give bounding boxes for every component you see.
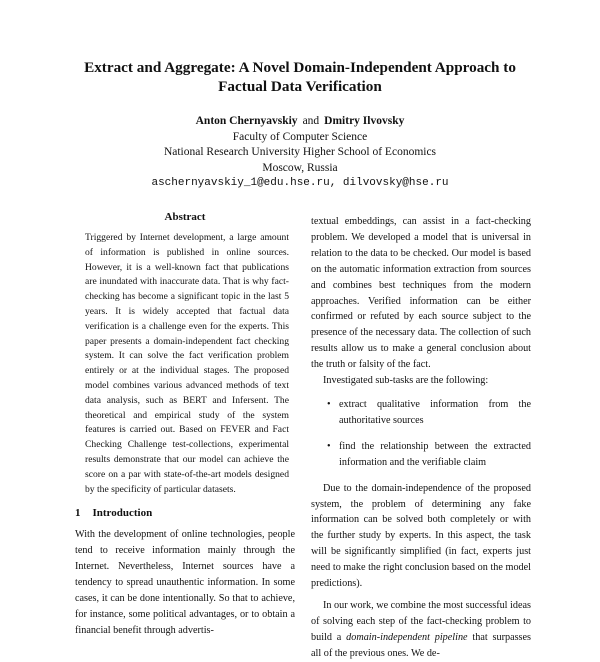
author-2: Dmitry Ilvovsky xyxy=(324,115,405,127)
author-conjunction: and xyxy=(302,115,320,127)
right-paragraph-4 xyxy=(311,598,531,662)
para4-end: that surpasses all of the previous ones. We de- xyxy=(311,631,532,659)
abstract-body: Triggered by Internet development, a large amount of information is published in online sources. However, it is a well-known fact that publications are inundated with inaccurate data. That is why fact-checking has become a significant topic in the last 5 years. It is widely accepted that factual data verification is a challenge even for the experts. This paper presents a domain-independent fact checking system. It can solve the fact verification problem entirely or at the individual stages. The proposed model combines various advanced methods of text data analysis, such as BERT and Infersent. The theoretical and empirical study of the system features is carried out. Based on FEVER and Fact Checking Challenge test-collections, experimental results demonstrate that our model can achieve the score on a par with state-of-the-art models designed by the specificity of particular datasets. xyxy=(85,232,289,495)
right-paragraph-3: Due to the domain-independence of the proposed system, the problem of determining any fake information can be solved both completely or with the further study by experts. In this aspect, the task will be significantly simplified (in fact, experts just need to make the right conclusion based on the model predictions). xyxy=(311,482,531,590)
title-line-1: Extract and Aggregate: A Novel Domain-Independent Approach to xyxy=(84,59,516,76)
para4-start: In our work, we combine the most successful ideas of solving each step of the fact-checking problem to build a xyxy=(311,599,531,643)
affiliation-university: National Research University Higher School of Economics xyxy=(163,146,437,159)
affiliation-city: Moscow, Russia xyxy=(262,161,338,174)
left-column xyxy=(75,210,295,639)
list-item-text: extract qualitative information from the authoritative sources xyxy=(339,398,531,426)
right-column xyxy=(311,214,531,662)
paper-title xyxy=(40,58,560,96)
title-line-2: Factual Data Verification xyxy=(218,78,382,95)
section-number: 1 xyxy=(75,507,81,520)
subtask-list xyxy=(311,397,531,471)
right-paragraph-2: Investigated sub-tasks are the following: xyxy=(323,375,489,387)
para4-emphasis: domain-independent pipeline xyxy=(346,631,468,643)
author-names xyxy=(40,114,560,130)
introduction-paragraph: With the development of online technologies, people tend to receive information mainly through the Internet. Nevertheless, Internet sources have a tendency to spread unauthentic information. In some cases, it can be done intentionally. So that to achieve, for instance, some political advantages, or to obtain a financial benefit through advertis- xyxy=(75,529,295,636)
bullet-icon: • xyxy=(327,398,331,410)
abstract-heading: Abstract xyxy=(164,211,206,223)
section-heading-introduction xyxy=(75,506,295,521)
list-item xyxy=(327,439,531,471)
author-1: Anton Chernyavskiy xyxy=(195,115,298,127)
bullet-icon: • xyxy=(327,440,331,452)
list-item-text: find the relationship between the extracted information and the verifiable claim xyxy=(339,440,531,468)
affiliation-faculty: Faculty of Computer Science xyxy=(232,130,368,143)
author-block xyxy=(40,114,560,192)
right-paragraph-1: textual embeddings, can assist in a fact-checking problem. We developed a model that is universal in relation to the data to be checked. Our model is based on the automatic information extraction from sources and combines best techniques from the modern approaches. Verified information can be either confirmed or refuted by each source subject to the presence of the necessary data. The collection of such results allow us to make a general conclusion about the truth or falsity of the fact. xyxy=(311,216,531,371)
author-emails: aschernyavskiy_1@edu.hse.ru, dilvovsky@hse.ru xyxy=(151,177,449,190)
section-title: Introduction xyxy=(92,507,153,520)
list-item xyxy=(327,397,531,429)
